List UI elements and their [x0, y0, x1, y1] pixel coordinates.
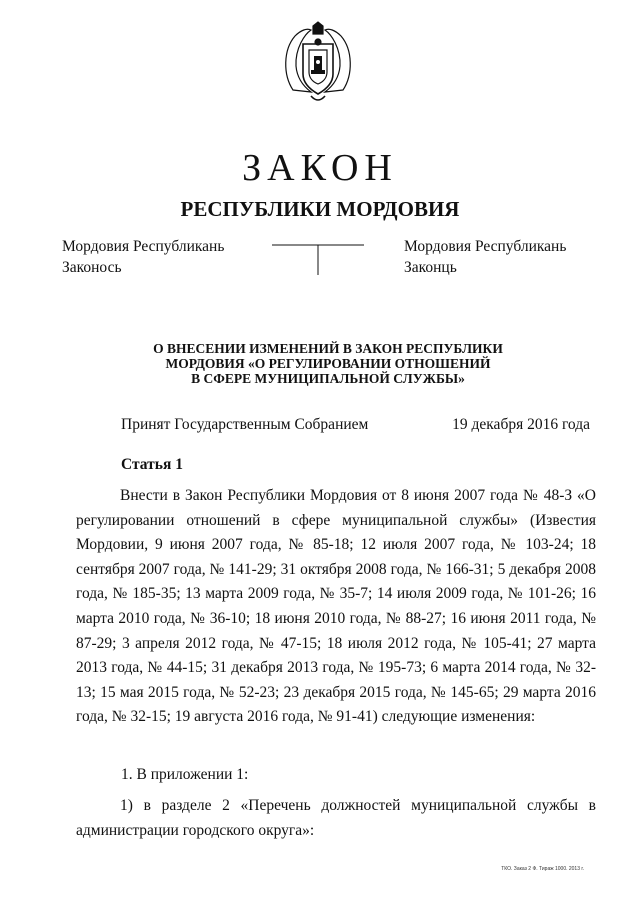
law-title-line-1: О ВНЕСЕНИИ ИЗМЕНЕНИЙ В ЗАКОН РЕСПУБЛИКИ	[153, 341, 503, 356]
right-language-line-2: Законць	[404, 259, 457, 276]
adoption-date: 19 декабря 2016 года	[452, 416, 590, 433]
header-divider	[272, 240, 364, 276]
coat-of-arms-icon	[281, 20, 355, 106]
left-language-line-1: Мордовия Республикань	[62, 238, 225, 255]
article-title: Статья 1	[121, 456, 183, 473]
law-title-line-2: МОРДОВИЯ «О РЕГУЛИРОВАНИИ ОТНОШЕНИЙ	[165, 356, 491, 371]
document-subtitle: РЕСПУБЛИКИ МОРДОВИЯ	[180, 197, 460, 221]
print-code: ТКО. Заказ 2 Ф. Тираж 1000. 2013 г.	[501, 866, 584, 872]
law-title	[0, 341, 640, 386]
article-subitem-1: 1) в разделе 2 «Перечень должностей муниципальной службы в администрации городского округа»:	[76, 797, 596, 839]
article-item-1: 1. В приложении 1:	[121, 766, 249, 783]
right-language-heading	[404, 236, 566, 278]
article-paragraph: Внести в Закон Республики Мордовия от 8 июня 2007 года № 48-З «О регулировании отношений в сфере муниципальной службы» (Известия Мордовии, 9 июня 2007 года, № 85-18; 12 июля 2007 года, № 103-24; 18 сентября 2007 года, № 141-29; 31 октября 2008 года, № 166-31; 5 декабря 2008 года, № 185-35; 13 марта 2009 года, № 35-7; 14 июля 2009 года, № 101-26; 16 марта 2010 года, № 36-10; 18 июня 2010 года, № 88-27; 16 июня 2011 года, № 87-29; 3 апреля 2012 года, № 47-15; 18 июля 2012 года, № 105-41; 27 марта 2013 года, № 44-15; 31 декабря 2013 года, № 195-73; 6 марта 2014 года, № 32-13; 15 мая 2015 года, № 52-23; 23 декабря 2015 года, № 145-65; 29 марта 2016 года, № 32-15; 19 августа 2016 года, № 91-41) следующие изменения:	[76, 487, 596, 726]
left-language-heading	[62, 236, 224, 278]
adopted-by: Принят Государственным Собранием	[121, 416, 369, 433]
law-title-line-3: В СФЕРЕ МУНИЦИПАЛЬНОЙ СЛУЖБЫ»	[191, 371, 465, 386]
document-title: ЗАКОН	[242, 147, 398, 189]
right-language-line-1: Мордовия Республикань	[404, 238, 567, 255]
left-language-line-2: Законось	[62, 259, 122, 276]
